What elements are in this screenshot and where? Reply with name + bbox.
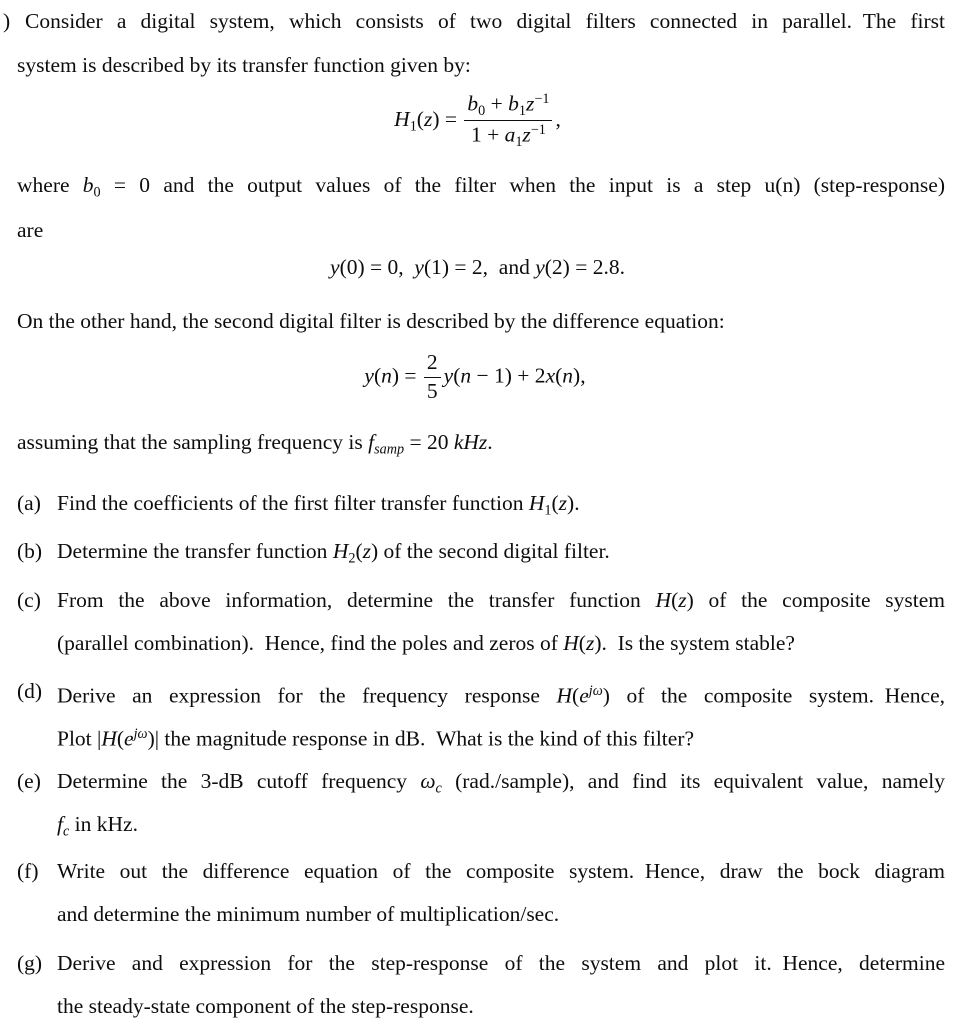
item-f-text-line-2: and determine the minimum number of multiplication/sec. bbox=[57, 902, 560, 926]
item-c-text-line-2: (parallel combination). Hence, find the poles and zeros of H(z). Is the system stable? bbox=[57, 631, 795, 655]
item-c-label: (c) bbox=[17, 588, 41, 612]
transfer-function-h1-formula: $H_1(z)$ = $\frac{b_0 + b_1z^{-1}}{1 + a_1z^{-1}}$ , bbox=[394, 91, 561, 151]
question-number-marker: ) bbox=[3, 9, 11, 33]
item-f-text-line-1: Write out the difference equation of the composite system. Hence, draw the bock diagram bbox=[57, 859, 945, 883]
step-response-intro-line-2: are bbox=[17, 218, 44, 242]
item-b-text: Determine the transfer function $H_2(z)$ of the second digital filter. bbox=[57, 539, 610, 567]
item-e-text-line-1: Determine the 3-dB cutoff frequency $\omega_c$ (rad./sample), and find its equivalent value, namely bbox=[57, 769, 945, 797]
item-a-text: Find the coefficients of the first filter transfer function $H_1(z)$. bbox=[57, 491, 580, 519]
item-b-label: (b) bbox=[17, 539, 43, 563]
item-d-label: (d) bbox=[17, 679, 43, 703]
item-a-label: (a) bbox=[17, 491, 41, 515]
item-g-text-line-2: the steady-state component of the step-response. bbox=[57, 994, 474, 1018]
step-output-values-formula: y(0) = 0, y(1) = 2, and y(2) = 2.8. bbox=[330, 255, 625, 279]
item-d-text-line-1: Derive an expression for the frequency response $H(e^{j\omega})$ of the composite system. Hence, bbox=[57, 683, 945, 708]
difference-equation-formula: y(n) = $\frac{2}{5}$ y(n − 1) + 2x(n), bbox=[0, 349, 950, 406]
item-e-text-line-2: $f_c$ in kHz. bbox=[57, 812, 138, 840]
intro-line-1: Consider a digital system, which consists of two digital filters connected in parallel. The first bbox=[25, 9, 945, 33]
intro-line-2: system is described by its transfer function given by: bbox=[17, 53, 471, 77]
step-response-intro-line-1: where $b_0 = 0$ and the output values of the filter when the input is a step u(n) (step-response) bbox=[17, 173, 945, 201]
item-c-text-line-1: From the above information, determine the transfer function H(z) of the composite system bbox=[57, 588, 945, 612]
item-d-text-line-2: Plot $|H(e^{j\omega})|$ the magnitude response in dB. What is the kind of this filter? bbox=[57, 726, 695, 751]
item-g-text-line-1: Derive and expression for the step-response of the system and plot it. Hence, determine bbox=[57, 951, 945, 975]
item-e-label: (e) bbox=[17, 769, 41, 793]
item-f-label: (f) bbox=[17, 859, 39, 883]
sampling-frequency-line: assuming that the sampling frequency is $f_{samp} = 20$ kHz. bbox=[17, 430, 493, 458]
second-filter-intro-line: On the other hand, the second digital filter is described by the difference equation: bbox=[17, 309, 725, 333]
item-g-label: (g) bbox=[17, 951, 43, 975]
